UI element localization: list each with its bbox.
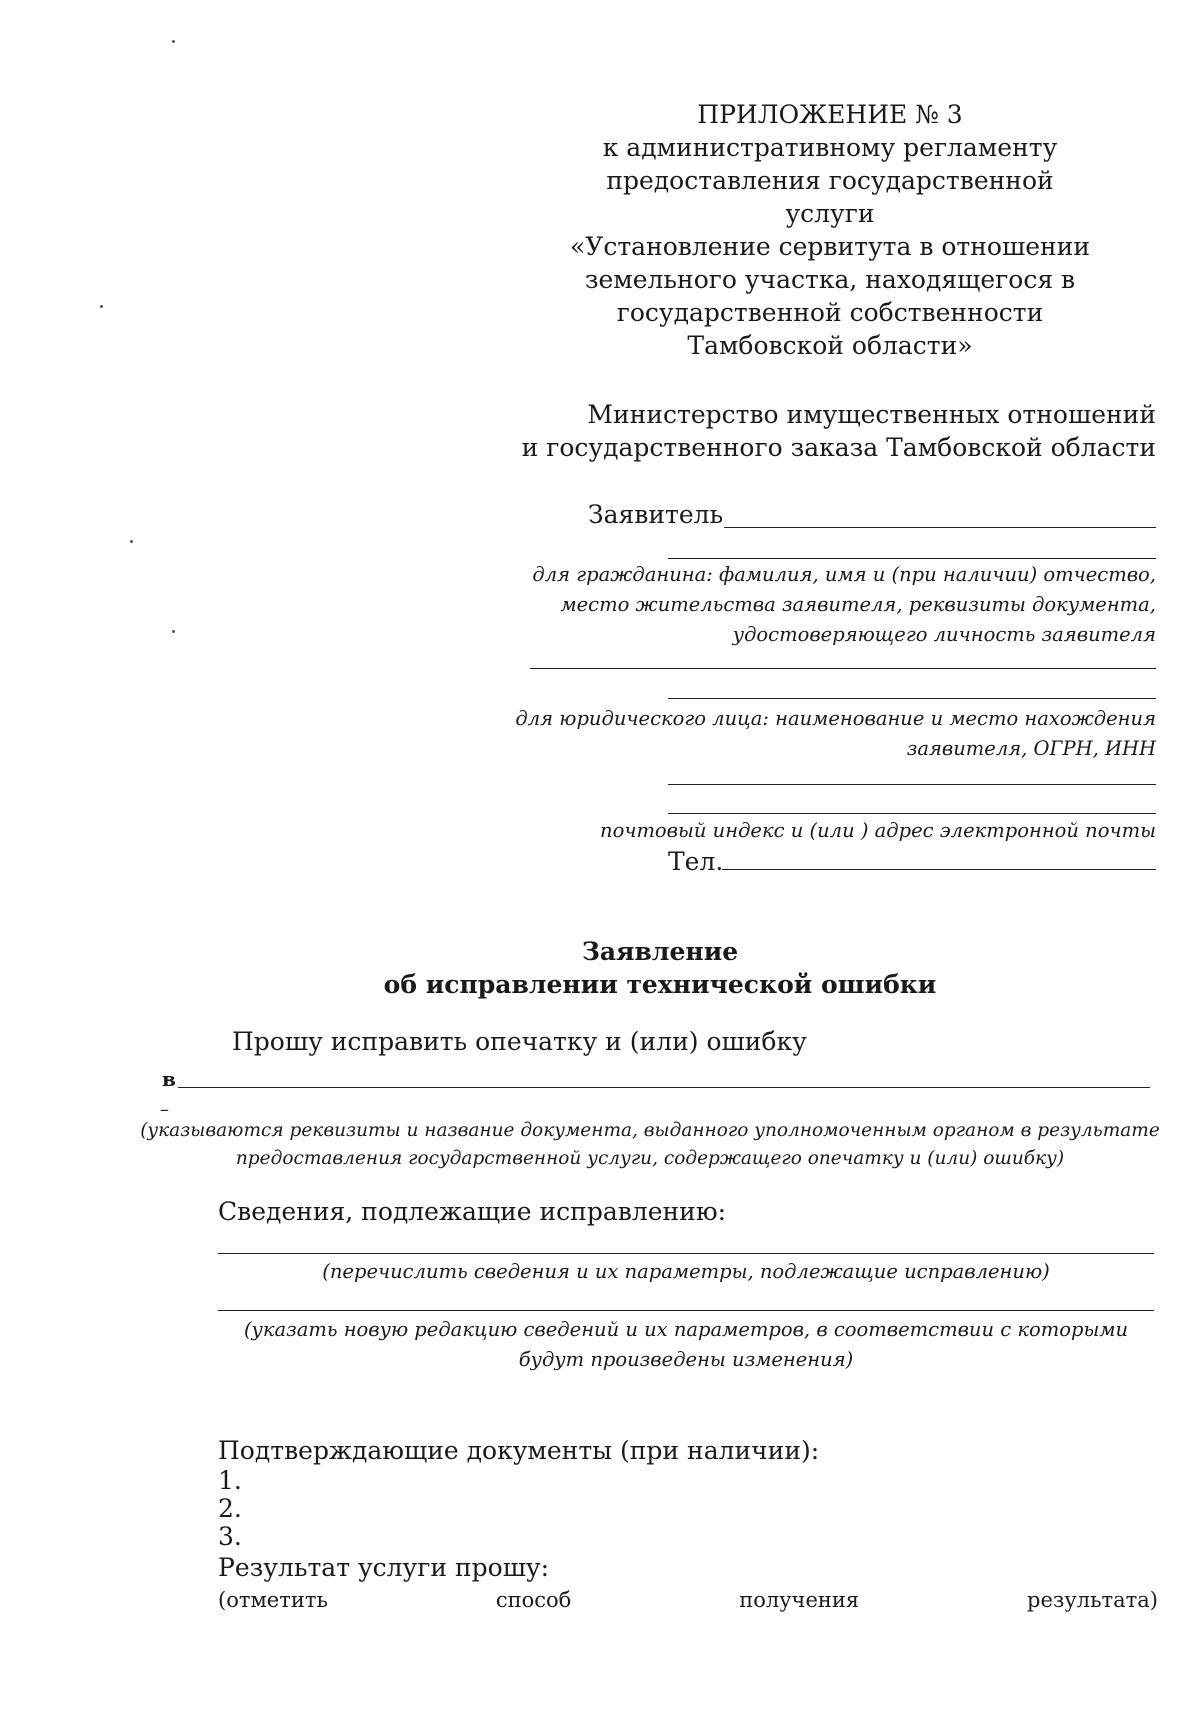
appendix-line: земельного участка, находящегося в [584, 265, 1076, 294]
appendix-line: Тамбовской области» [687, 331, 973, 360]
addressee [500, 398, 1156, 464]
appendix-block [560, 98, 1100, 362]
phone-label: Тел. [668, 847, 724, 876]
result-hint-word: способ [495, 1588, 572, 1612]
document-hint-line: предоставления государственной услуги, содержащего опечатку и (или) ошибку) [235, 1148, 1065, 1169]
document-hint [100, 1117, 1200, 1173]
result-hint-word: получения [739, 1588, 860, 1612]
statement-title-line: Заявление [581, 937, 739, 966]
citizen-hint-line: для гражданина: фамилия, имя и (при наличии) отчество, [532, 563, 1156, 586]
citizen-hint [460, 560, 1156, 650]
result-hint-word: (отметить [218, 1588, 328, 1612]
addressee-line-1: Министерство имущественных отношений [587, 400, 1156, 429]
result-label: Результат услуги прошу: [218, 1553, 550, 1582]
appendix-line: государственной собственности [616, 298, 1044, 327]
appendix-line: «Установление сервитута в отношении [569, 232, 1091, 261]
docs-block [218, 1434, 819, 1584]
new-value-hint [218, 1315, 1154, 1375]
legal-hint [460, 704, 1156, 764]
request-text: Прошу исправить опечатку и (или) ошибку [232, 1027, 807, 1056]
correction-hint: (перечислить сведения и их параметры, подлежащие исправлению) [322, 1260, 1050, 1283]
legal-hint-line: для юридического лица: наименование и место нахождения [515, 707, 1156, 730]
postal-field-2[interactable] [668, 813, 1156, 814]
appendix-line: к административному регламенту [602, 133, 1058, 162]
statement-title [300, 935, 1020, 1001]
legal-field[interactable] [668, 698, 1156, 699]
docs-item-2: 2. [218, 1494, 242, 1523]
new-value-hint-line: будут произведены изменения) [518, 1348, 854, 1371]
scan-speck [130, 540, 133, 543]
citizen-hint-line: место жительства заявителя, реквизиты документа, [560, 593, 1156, 616]
result-hint [218, 1588, 1158, 1612]
postal-hint: почтовый индекс и (или ) адрес электронной почты [600, 819, 1156, 842]
document-field[interactable] [178, 1087, 1150, 1088]
docs-item-3: 3. [218, 1522, 242, 1551]
postal-field-1[interactable] [668, 784, 1156, 785]
citizen-hint-line: удостоверяющего личность заявителя [732, 623, 1156, 646]
addressee-line-2: и государственного заказа Тамбовской области [521, 433, 1156, 462]
scan-speck [172, 630, 175, 633]
scan-speck [100, 305, 103, 308]
legal-hint-line: заявителя, ОГРН, ИНН [906, 737, 1156, 760]
docs-item-1: 1. [218, 1466, 242, 1495]
new-value-hint-line: (указать новую редакцию сведений и их параметров, в соответствии с которыми [243, 1318, 1129, 1341]
statement-subtitle-line: об исправлении технической ошибки [383, 970, 937, 999]
scan-speck [172, 40, 175, 43]
correction-field[interactable] [218, 1253, 1154, 1254]
appendix-title: ПРИЛОЖЕНИЕ № 3 [697, 100, 963, 129]
applicant-name-field-2[interactable] [668, 558, 1156, 559]
new-value-field[interactable] [218, 1310, 1154, 1311]
dash-mark: – [160, 1099, 169, 1120]
in-prefix: в [162, 1067, 176, 1091]
appendix-line: предоставления государственной услуги [606, 166, 1054, 228]
citizen-field[interactable] [530, 668, 1156, 669]
document-hint-line: (указываются реквизиты и название документа, выданного уполномоченным органом в результате [140, 1120, 1160, 1141]
applicant-label: Заявитель [588, 500, 724, 529]
applicant-name-field[interactable] [724, 527, 1156, 528]
phone-field[interactable] [722, 869, 1156, 870]
result-hint-word: результата) [1027, 1588, 1158, 1612]
correction-label: Сведения, подлежащие исправлению: [218, 1197, 727, 1226]
docs-label: Подтверждающие документы (при наличии): [218, 1436, 820, 1465]
